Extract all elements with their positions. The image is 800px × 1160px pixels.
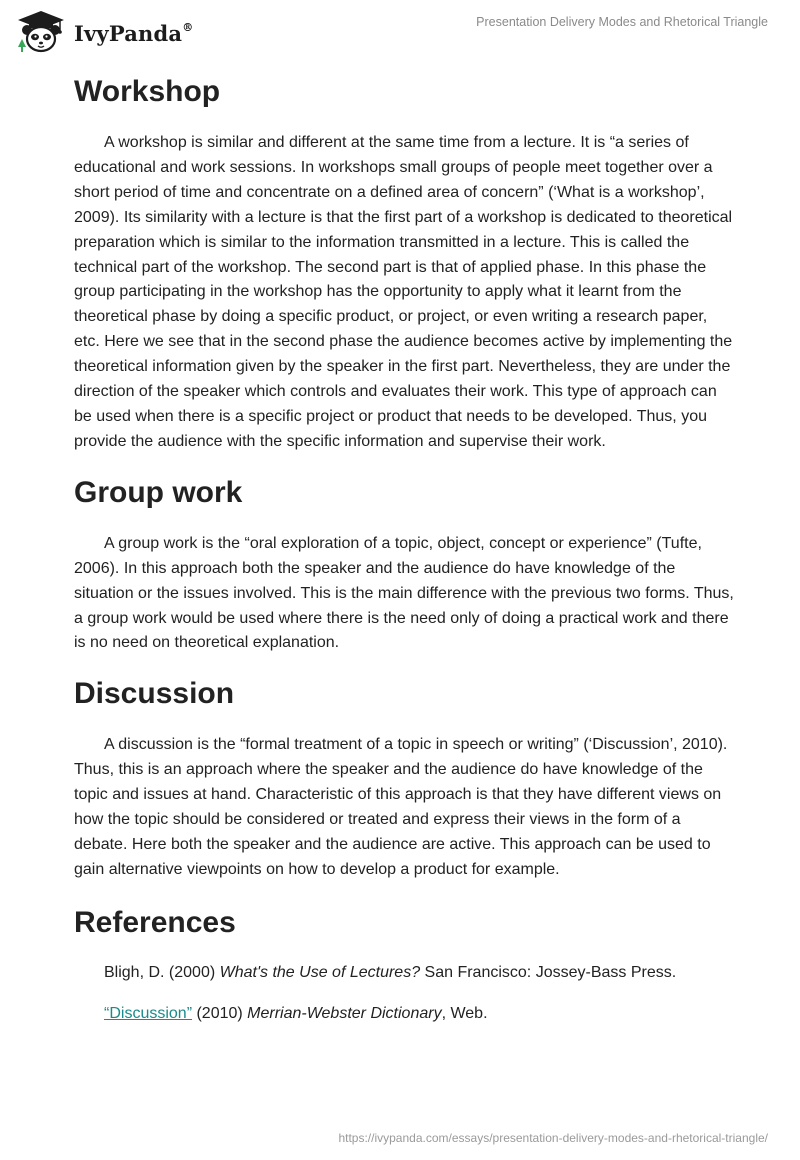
ivypanda-logo[interactable]	[14, 9, 193, 55]
section-discussion	[74, 674, 734, 882]
paragraph-group-work: A group work is the “oral exploration of a topic, object, concept or experience” (Tufte, 2006). In this approach both the speaker and the audience do have knowledge of the situation or the issues involved. This is the main difference with the previous two forms. Thus, a group work would be used where there is the need only of doing a practical work and there is no need on theoretical explanation.	[74, 534, 734, 652]
document-title: Presentation Delivery Modes and Rhetorical Triangle	[476, 15, 768, 29]
section-workshop	[74, 72, 734, 455]
logo-wordmark: IvyPanda®	[74, 20, 194, 46]
reference-item: “Discussion” (2010) Merrian-Webster Dictionary, Web.	[104, 1004, 488, 1022]
heading-discussion: Discussion	[74, 677, 235, 711]
panda-graduation-icon	[14, 9, 68, 55]
section-group-work	[74, 473, 734, 657]
paragraph-workshop: A workshop is similar and different at the same time from a lecture. It is “a series of educational and work sessions. In workshops small groups of people meet together over a short period of time and concentrate on a defined area of concern” (‘What is a workshop’, 2009). Its similarity with a lecture is that the first part of a workshop is dedicated to theoretical preparation which is similar to the information transmitted in a lecture. This is called the technical part of the workshop. The second part is that of applied phase. In this phase the group participating in the workshop has the opportunity to apply what it learnt from the theoretical phase by doing a specific product, or project, or even writing a research paper, etc. Here we see that in the second phase the audience becomes active by implementing the theoretical information given by the speaker in the first part. Nevertheless, they are under the direction of the speaker which controls and evaluates their work. This type of approach can be used when there is a specific project or product that needs to be developed. Thus, you provide the audience with the specific information and supervise their work.	[74, 134, 733, 450]
page-header	[0, 0, 800, 60]
heading-references: References	[74, 905, 236, 939]
heading-group-work: Group work	[74, 475, 243, 509]
footer-url: https://ivypanda.com/essays/presentation-delivery-modes-and-rhetorical-triangle/	[338, 1131, 768, 1145]
discussion-reference-link[interactable]: “Discussion”	[104, 1004, 193, 1022]
reference-item: Bligh, D. (2000) What's the Use of Lectures? San Francisco: Jossey-Bass Press.	[104, 963, 677, 981]
essay-content	[74, 72, 734, 1043]
section-references	[74, 903, 734, 1026]
heading-workshop: Workshop	[74, 75, 221, 108]
paragraph-discussion: A discussion is the “formal treatment of a topic in speech or writing” (‘Discussion’, 2010). Thus, this is an approach where the speaker and the audience do have knowledge of the topic and issues at hand. Characteristic of this approach is that they have different views on how the topic should be considered or treated and express their views in the form of a debate. Here both the speaker and the audience are active. This approach can be used to gain alternative viewpoints on how to develop a product for example.	[74, 736, 728, 878]
